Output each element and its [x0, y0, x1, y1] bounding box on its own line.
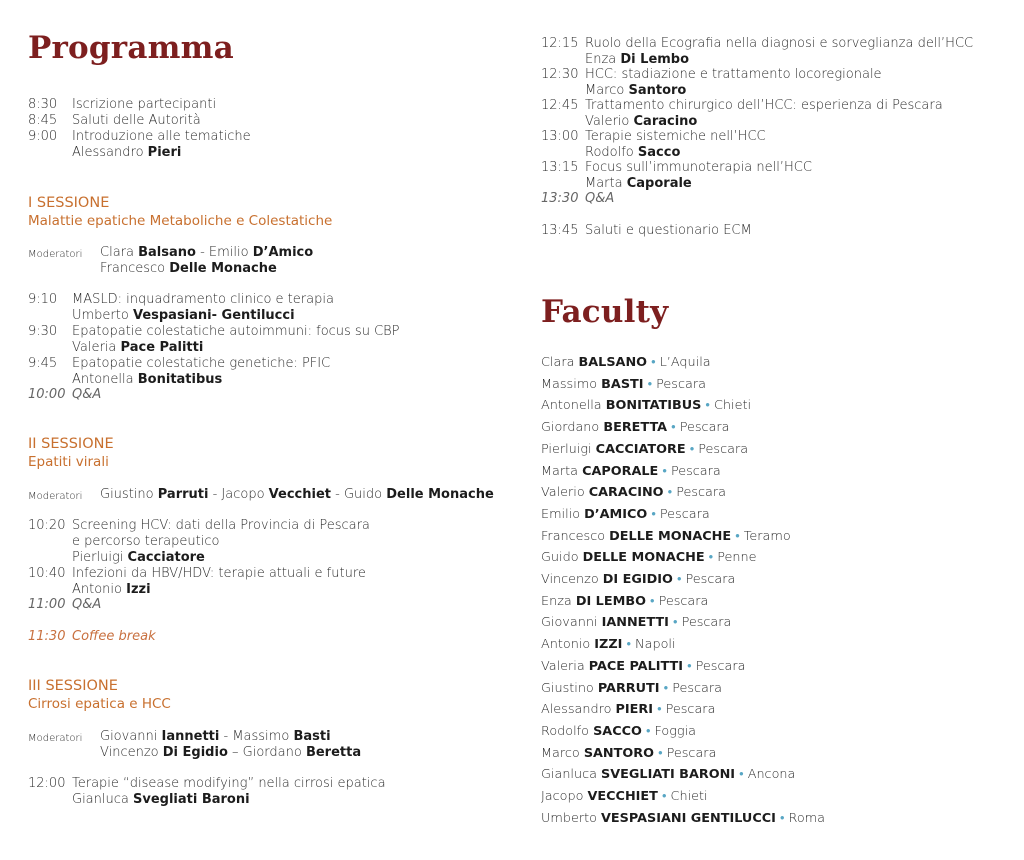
faculty-entry: [541, 615, 731, 631]
faculty-last-name: PARRUTI: [597, 680, 660, 696]
faculty-last-name: BASTI: [601, 376, 644, 392]
name-first: Guido: [343, 487, 383, 502]
agenda-time: 13:45: [541, 223, 579, 238]
agenda-time: 12:30: [541, 67, 579, 82]
speaker: [72, 792, 250, 808]
moderators-label: Moderatori: [28, 249, 83, 260]
faculty-last-name: CAPORALE: [582, 463, 659, 479]
faculty-entry: [541, 681, 722, 697]
faculty-entry: [541, 724, 696, 740]
agenda-text: Focus sull’immunoterapia nell’HCC: [585, 160, 812, 175]
agenda-text: Introduzione alle tematiche: [72, 129, 251, 144]
faculty-entry: [541, 767, 795, 783]
faculty-city: Pescara: [665, 702, 716, 718]
agenda-text: Screening HCV: dati della Provincia di Pescara: [72, 518, 370, 533]
name-first: Clara: [100, 245, 134, 260]
speaker-last: Pieri: [147, 145, 182, 160]
faculty-entry: [541, 398, 751, 414]
session-subtitle: Epatiti virali: [28, 454, 109, 470]
faculty-first-name: Giordano: [541, 420, 600, 436]
agenda-time: 10:20: [28, 518, 66, 533]
speaker-first: Alessandro: [72, 145, 144, 160]
speaker-first: Gianluca: [72, 792, 129, 807]
faculty-first-name: Clara: [541, 355, 575, 370]
faculty-city: Napoli: [635, 637, 676, 653]
faculty-city: Teramo: [743, 528, 791, 544]
speaker-last: Caracino: [633, 114, 698, 129]
faculty-entry: [541, 789, 708, 805]
faculty-first-name: Francesco: [541, 528, 606, 544]
agenda-time: 12:45: [541, 98, 579, 113]
speaker-first: Marta: [585, 176, 623, 191]
agenda-item: [28, 776, 386, 792]
bullet-dot: •: [657, 702, 662, 718]
faculty-last-name: BALSANO: [578, 355, 648, 370]
faculty-last-name: DI EGIDIO: [602, 572, 673, 587]
bullet-dot: •: [779, 810, 785, 826]
faculty-city: Pescara: [672, 680, 722, 696]
bullet-dot: •: [671, 420, 676, 436]
bullet-dot: •: [708, 550, 714, 566]
speaker-last: Caporale: [626, 176, 692, 191]
bullet-dot: •: [676, 572, 682, 587]
agenda-item: [28, 518, 370, 534]
faculty-first-name: Rodolfo: [541, 723, 589, 739]
agenda-time: 12:00: [28, 776, 66, 791]
faculty-first-name: Emilio: [541, 506, 581, 522]
agenda-time: 11:30: [28, 629, 66, 644]
faculty-last-name: DELLE MONACHE: [609, 528, 732, 544]
faculty-city: Foggia: [654, 723, 697, 739]
agenda-item: [28, 97, 216, 113]
faculty-first-name: Giovanni: [541, 615, 598, 631]
agenda-time: 12:15: [541, 36, 579, 51]
faculty-last-name: VECCHIET: [587, 789, 658, 804]
agenda-time: 9:30: [28, 324, 58, 339]
name-last: Delle Monache: [169, 261, 277, 276]
faculty-city: L’Aquila: [659, 355, 711, 370]
name-last: Basti: [293, 729, 331, 744]
faculty-city: Pescara: [679, 420, 730, 436]
name-last: Di Egidio: [162, 745, 228, 760]
qa-item: [541, 191, 614, 207]
faculty-city: Chieti: [713, 398, 752, 414]
moderators-line2: [100, 261, 277, 277]
faculty-last-name: IANNETTI: [601, 615, 669, 631]
bullet-dot: •: [661, 789, 667, 804]
speaker-first: Valeria: [72, 340, 117, 355]
faculty-city: Pescara: [656, 376, 706, 392]
agenda-text: Ruolo della Ecografia nella diagnosi e sorveglianza dell’HCC: [585, 36, 974, 51]
session-title: I SESSIONE: [28, 195, 110, 211]
agenda-text: Q&A: [72, 387, 102, 402]
separator: -: [195, 245, 209, 260]
faculty-first-name: Antonio: [541, 637, 591, 653]
faculty-first-name: Umberto: [541, 810, 597, 826]
speaker-last: Pace Palitti: [120, 340, 204, 355]
faculty-first-name: Giustino: [541, 680, 594, 696]
faculty-first-name: Valeria: [541, 658, 585, 674]
agenda-text: Trattamento chirurgico dell’HCC: esperienza di Pescara: [585, 98, 943, 113]
name-first: Vincenzo: [100, 745, 159, 760]
faculty-first-name: Massimo: [541, 376, 598, 392]
session-subtitle: Cirrosi epatica e HCC: [28, 696, 171, 712]
agenda-text: Infezioni da HBV/HDV: terapie attuali e future: [72, 566, 366, 581]
speaker-last: Cacciatore: [127, 550, 205, 565]
agenda-item: [541, 36, 973, 52]
speaker-last: Sacco: [637, 145, 681, 160]
speaker-last: Izzi: [126, 582, 151, 597]
name-last: Iannetti: [161, 729, 220, 744]
faculty-first-name: Antonella: [541, 398, 602, 414]
name-last: D’Amico: [252, 245, 314, 260]
faculty-entry: [541, 746, 716, 762]
faculty-city: Penne: [717, 550, 757, 566]
moderators-line2: [100, 745, 361, 761]
bullet-dot: •: [658, 745, 663, 761]
agenda-text: Iscrizione partecipanti: [72, 97, 217, 112]
faculty-last-name: PACE PALITTI: [588, 658, 684, 674]
faculty-city: Pescara: [670, 463, 721, 479]
bullet-dot: •: [739, 767, 744, 783]
agenda-time: 13:15: [541, 160, 579, 175]
faculty-first-name: Guido: [541, 550, 579, 566]
separator: –: [227, 745, 243, 760]
faculty-first-name: Pierluigi: [541, 441, 592, 457]
faculty-first-name: Alessandro: [541, 702, 612, 718]
faculty-entry: [541, 637, 676, 653]
agenda-time: 10:00: [28, 387, 66, 402]
speaker-first: Marco: [585, 83, 625, 98]
speaker-last: Santoro: [628, 83, 687, 98]
faculty-entry: [541, 594, 708, 610]
name-last: Delle Monache: [386, 487, 494, 502]
qa-item: [28, 597, 101, 613]
moderators-label: Moderatori: [28, 733, 83, 744]
speaker-first: Pierluigi: [72, 550, 124, 565]
faculty-entry: [541, 355, 711, 371]
faculty-first-name: Jacopo: [541, 789, 584, 804]
faculty-last-name: IZZI: [594, 637, 623, 653]
faculty-last-name: PIERI: [615, 702, 653, 718]
faculty-city: Pescara: [695, 658, 746, 674]
agenda-item: [28, 113, 201, 129]
coffee-break: [28, 629, 156, 645]
agenda-item: [28, 566, 366, 582]
name-first: Giovanni: [100, 729, 158, 744]
faculty-last-name: DI LEMBO: [575, 593, 646, 609]
speaker: [72, 340, 203, 356]
speaker-first: Enza: [585, 52, 617, 67]
agenda-item: [541, 67, 882, 83]
speaker: [72, 582, 151, 598]
faculty-entry: [541, 572, 735, 588]
name-first: Massimo: [232, 729, 290, 744]
faculty-last-name: BERETTA: [603, 420, 668, 436]
speaker: [585, 114, 697, 130]
agenda-time: 9:10: [28, 292, 58, 307]
name-first: Giordano: [242, 745, 302, 760]
agenda-item: [541, 98, 943, 114]
faculty-city: Pescara: [685, 572, 736, 587]
name-first: Francesco: [100, 261, 166, 276]
speaker: [72, 550, 205, 566]
faculty-city: Chieti: [670, 789, 708, 804]
name-first: Emilio: [208, 245, 249, 260]
faculty-last-name: CARACINO: [588, 485, 664, 501]
bullet-dot: •: [626, 637, 631, 653]
faculty-entry: [541, 485, 726, 501]
faculty-city: Roma: [788, 810, 825, 826]
faculty-entry: [541, 420, 730, 436]
agenda-text: e percorso terapeutico: [72, 534, 220, 549]
name-first: Giustino: [100, 487, 154, 502]
agenda-text: Coffee break: [72, 629, 156, 644]
faculty-entry: [541, 529, 791, 545]
speaker: [585, 176, 692, 192]
agenda-text: Q&A: [72, 597, 102, 612]
agenda-text-cont: [72, 534, 219, 550]
agenda-item: [28, 324, 400, 340]
agenda-text: Saluti e questionario ECM: [585, 223, 752, 238]
agenda-time: 8:45: [28, 113, 58, 128]
faculty-last-name: DELLE MONACHE: [582, 550, 705, 566]
program-title: Programma: [28, 30, 234, 66]
agenda-time: 10:40: [28, 566, 66, 581]
session-title: III SESSIONE: [28, 678, 118, 694]
agenda-item: [28, 356, 330, 372]
agenda-item: [28, 292, 334, 308]
faculty-last-name: BONITATIBUS: [605, 398, 702, 414]
name-last: Parruti: [157, 487, 209, 502]
speaker: [72, 308, 295, 324]
agenda-time: 9:45: [28, 356, 58, 371]
session-title: II SESSIONE: [28, 436, 114, 452]
speaker-last: Bonitatibus: [137, 372, 223, 387]
faculty-entry: [541, 377, 706, 393]
bullet-dot: •: [647, 376, 653, 392]
faculty-last-name: SANTORO: [583, 745, 654, 761]
faculty-first-name: Valerio: [541, 485, 585, 501]
faculty-last-name: CACCIATORE: [595, 441, 686, 457]
speaker: [72, 372, 222, 388]
speaker-first: Antonella: [72, 372, 134, 387]
faculty-entry: [541, 442, 748, 458]
faculty-entry: [541, 702, 715, 718]
faculty-last-name: SACCO: [593, 723, 642, 739]
agenda-item: [541, 129, 766, 145]
separator: -: [331, 487, 344, 502]
faculty-first-name: Marta: [541, 463, 579, 479]
moderators: [28, 487, 494, 505]
bullet-dot: •: [689, 441, 695, 457]
faculty-city: Pescara: [681, 615, 732, 631]
agenda-text: HCC: stadiazione e trattamento locoregionale: [585, 67, 882, 82]
agenda-text: MASLD: inquadramento clinico e terapia: [72, 292, 334, 307]
speaker-last: Di Lembo: [620, 52, 690, 67]
bullet-dot: •: [645, 723, 651, 739]
agenda-text: Epatopatie colestatiche genetiche: PFIC: [72, 356, 331, 371]
bullet-dot: •: [650, 593, 655, 609]
agenda-time: 11:00: [28, 597, 66, 612]
agenda-text: Q&A: [585, 191, 615, 206]
name-last: Balsano: [138, 245, 196, 260]
faculty-entry: [541, 659, 745, 675]
agenda-text: Terapie sistemiche nell’HCC: [585, 129, 766, 144]
speaker-first: Valerio: [585, 114, 630, 129]
faculty-first-name: Vincenzo: [541, 572, 599, 587]
agenda-time: 13:30: [541, 191, 579, 206]
faculty-city: Pescara: [658, 593, 709, 609]
bullet-dot: •: [705, 398, 710, 414]
speaker-last: Vespasiani- Gentilucci: [132, 308, 295, 323]
faculty-entry: [541, 464, 721, 480]
agenda-item: [541, 223, 752, 239]
name-last: Vecchiet: [268, 487, 331, 502]
faculty-title: Faculty: [541, 294, 669, 330]
faculty-city: Ancona: [747, 767, 796, 783]
faculty-first-name: Enza: [541, 593, 572, 609]
qa-item: [28, 387, 101, 403]
agenda-text: Epatopatie colestatiche autoimmuni: focus su CBP: [72, 324, 400, 339]
faculty-city: Pescara: [666, 745, 717, 761]
faculty-last-name: D’AMICO: [584, 506, 648, 522]
bullet-dot: •: [651, 506, 656, 522]
separator: -: [208, 487, 222, 502]
bullet-dot: •: [662, 463, 667, 479]
bullet-dot: •: [687, 658, 692, 674]
speaker: [585, 145, 680, 161]
speaker: [585, 83, 686, 99]
faculty-city: Pescara: [659, 506, 710, 522]
agenda-text: Terapie “disease modifying” nella cirrosi epatica: [72, 776, 386, 791]
agenda-item: [541, 160, 812, 176]
faculty-last-name: VESPASIANI GENTILUCCI: [601, 810, 776, 826]
speaker-first: Rodolfo: [585, 145, 634, 160]
faculty-entry: [541, 550, 756, 566]
faculty-first-name: Marco: [541, 745, 580, 761]
faculty-first-name: Gianluca: [541, 767, 597, 783]
faculty-last-name: SVEGLIATI BARONI: [601, 767, 736, 783]
name-first: Jacopo: [221, 487, 265, 502]
speaker-first: Antonio: [72, 582, 122, 597]
session-subtitle: Malattie epatiche Metaboliche e Colestatiche: [28, 213, 333, 229]
agenda-time: 8:30: [28, 97, 58, 112]
bullet-dot: •: [663, 680, 669, 696]
bullet-dot: •: [673, 615, 678, 631]
faculty-entry: [541, 811, 825, 827]
bullet-dot: •: [651, 355, 656, 370]
separator: -: [219, 729, 233, 744]
faculty-entry: [541, 507, 710, 523]
agenda-text: Saluti delle Autorità: [72, 113, 201, 128]
agenda-time: 9:00: [28, 129, 58, 144]
agenda-item: [28, 129, 251, 145]
speaker: [585, 52, 689, 68]
speaker-last: Svegliati Baroni: [133, 792, 250, 807]
bullet-dot: •: [667, 485, 673, 501]
speaker-first: Umberto: [72, 308, 129, 323]
agenda-time: 13:00: [541, 129, 579, 144]
speaker: [72, 145, 181, 161]
faculty-city: Pescara: [698, 441, 749, 457]
name-last: Beretta: [305, 745, 362, 760]
bullet-dot: •: [735, 528, 740, 544]
moderators-label: Moderatori: [28, 491, 83, 502]
faculty-city: Pescara: [676, 485, 726, 501]
